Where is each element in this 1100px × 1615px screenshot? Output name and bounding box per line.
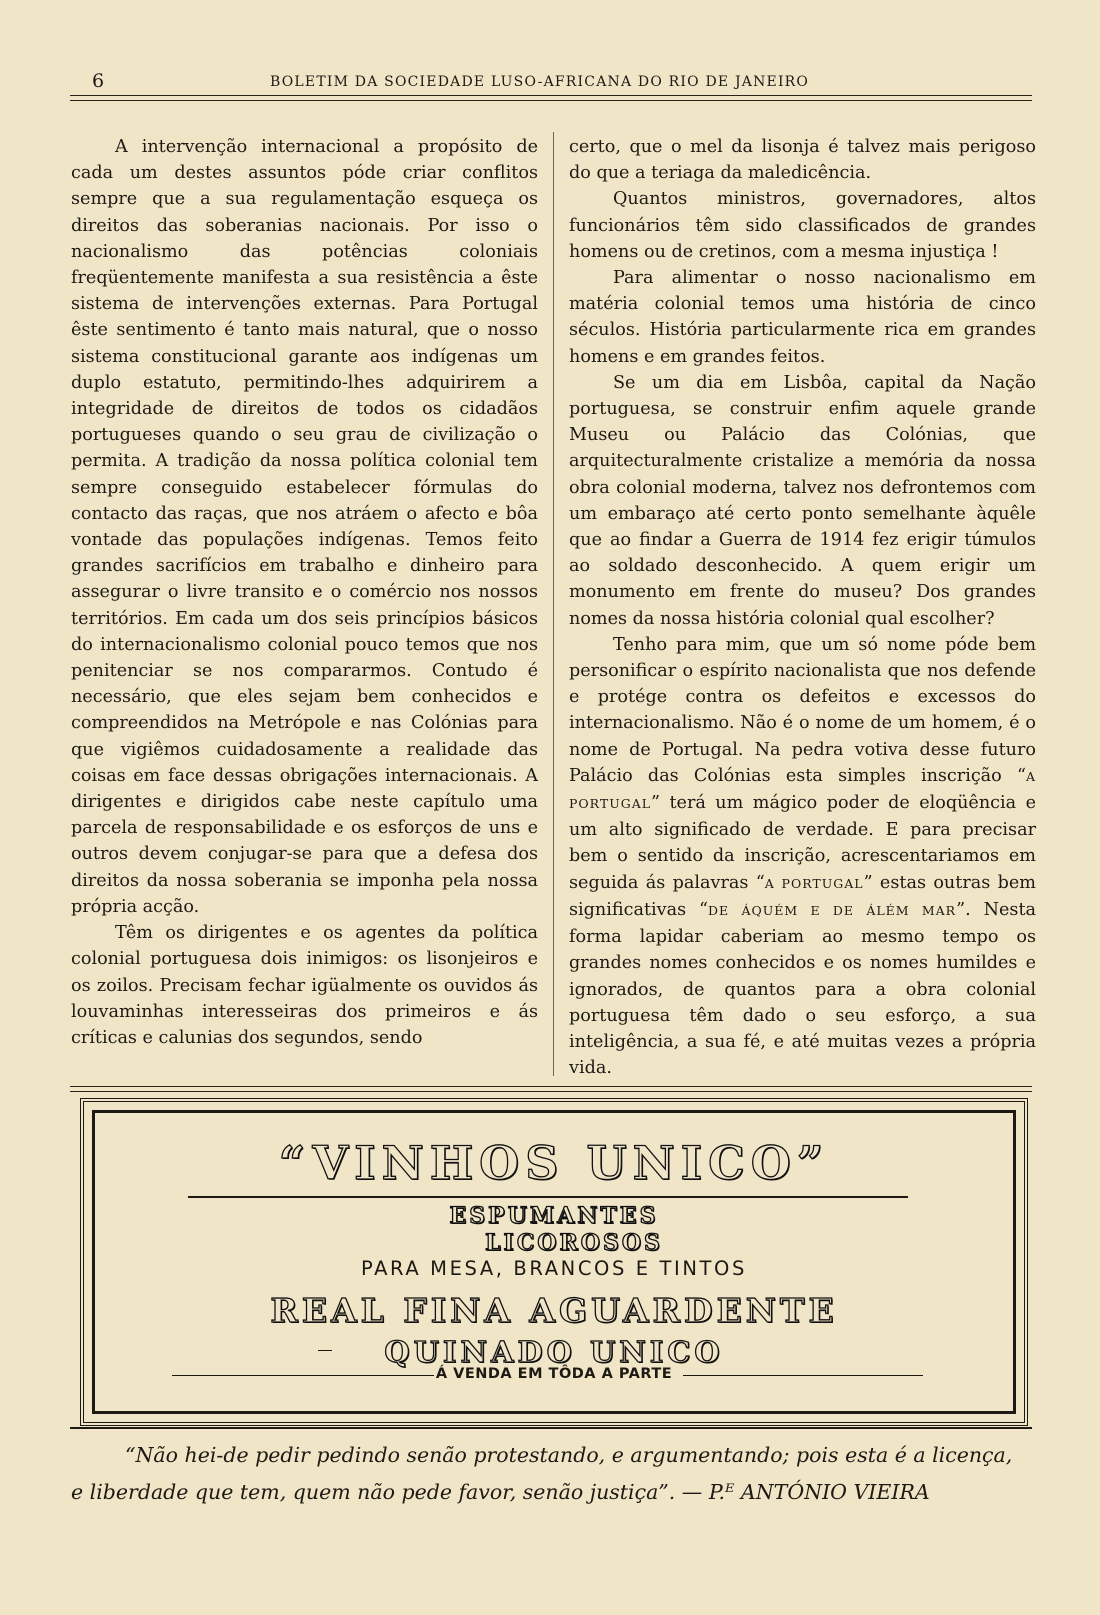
ad-footer-text: Á VENDA EM TÔDA A PARTE [435, 1366, 673, 1382]
ad-line-quinado-unico: QUINADO UNICO [384, 1335, 724, 1369]
quote-line-2: e liberdade que tem, quem não pede favor, senão justiça”. — P.ᴱ ANTÓNIO VIEIRA [71, 1480, 930, 1504]
paragraph: Para alimentar o nosso nacionalismo em matéria colonial temos uma história de cinco séculos. História particularmente rica em grandes homens e em grandes feitos. [569, 268, 1036, 367]
header-rule [70, 95, 1032, 96]
footer-rule-right [683, 1375, 923, 1376]
ad-line-real-fina-aguardente: REAL FINA AGUARDENTE [270, 1291, 838, 1330]
running-title: BOLETIM DA SOCIEDADE LUSO-AFRICANA DO RIO DE JANEIRO [270, 74, 810, 90]
paragraph: A intervenção internacional a propósito de cada um destes assuntos póde criar conflitos sempre que a sua regulamentação esqueça os direitos das soberanias nacionais. Por isso o nacionalismo das potências coloniais freqüentemente manifesta a sua resistência a êste sistema de intervenções externas. Para Portugal êste sentimento é tanto mais natural, que o nosso sistema constitucional garante aos indígenas um duplo estatuto, permitindo-lhes adquirirem a integridade de direitos de todos os cidadãos portugueses quando o seu grau de civilização o permita. A tradição da nossa política colonial tem sempre conseguido estabelecer fórmulas do contacto das raças, que nos atráem o afecto e bôa vontade das populações indígenas. Temos feito grandes sacrifícios em trabalho e dinheiro para assegurar o livre transito e o comércio nos nossos territórios. Em cada um dos seis princípios básicos do internacionalismo colonial pouco temos que nos penitenciar se nos compararmos. Contudo é necessário, que eles sejam bem conhecidos e compreendidos na Metrópole e nas Colónias para que vigiêmos cuidadosamente a realidade das coisas em face dessas obrigações internacionais. A dirigentes e dirigidos cabe neste capítulo uma parcela de responsabilidade e os esforços de uns e outros devem conjugar-se para que a defesa dos direitos da nossa soberania se imponha pela nossa própria acção. [71, 137, 538, 917]
column-divider [553, 132, 554, 1076]
paragraph: Se um dia em Lisbôa, capital da Nação portuguesa, se construir enfim aquele grande Museu ou Palácio das Colónias, que arquitecturalmente cristalize a memória da nossa obra colonial moderna, talvez nos defrontemos com um embaraço até certo ponto semelhante àquêle que ao findar a Guerra de 1914 fez erigir túmulos ao soldado desconhecido. A quem erigir um monumento em frente do museu? Dos grandes nomes da nossa história colonial qual escolher? [569, 372, 1036, 629]
page-number: 6 [92, 70, 105, 92]
header-rule-secondary [70, 100, 1032, 101]
left-column [71, 134, 538, 1051]
paragraph [569, 632, 1036, 1081]
ad-bottom-rule [70, 1427, 1032, 1429]
brand-underline [188, 1196, 908, 1198]
ad-top-rule-secondary [70, 1091, 1032, 1092]
ad-line-licorosos: LICOROSOS [485, 1230, 663, 1256]
text-run: ” terá um mágico poder de eloqüência e um alto significado de verdade. E para precisar bem o sentido da inscrição, acrescentariamos em seguida ás palavras “ [569, 793, 1036, 893]
text-run: Tenho para mim, que um só nome póde bem personificar o espírito nacionalista que nos defende e protége contra os defeitos e excessos do internacionalismo. Não é o nome de um homem, é o nome de Portugal. Na pedra votiva desse futuro Palácio das Colónias esta simples inscrição “ [569, 634, 1036, 786]
text-run: ” estas outras bem significativas “ [569, 872, 1036, 920]
paragraph: Têm os dirigentes e os agentes da política colonial portuguesa dois inimigos: os lisonjeiros e os zoilos. Precisam fechar igüalmente os ouvidos ás louvaminhas interesseiras dos primeiros e ás críticas e calunias dos segundos, sendo [71, 923, 538, 1048]
right-column [569, 134, 1036, 1081]
paragraph: Quantos ministros, governadores, altos funcionários têm sido classificados de grandes homens ou de cretinos, com a mesma injustiça ! [569, 189, 1036, 262]
paragraph: certo, que o mel da lisonja é talvez mais perigoso do que a teriaga da maledicência. [569, 137, 1036, 184]
small-caps-inscription: A PORTUGAL [764, 875, 864, 891]
ad-line-espumantes: ESPUMANTES [449, 1203, 659, 1229]
small-caps-inscription: A PORTUGAL [569, 768, 1036, 812]
small-caps-inscription: DE ÁQUÉM E DE ÁLÉM MAR [708, 902, 957, 918]
text-run: ”. Nesta forma lapidar caberiam ao mesmo tempo os grandes nomes conhecidos e os nomes humildes e ignorados, de quantos para a obra colonial portuguesa têm dado o seu esforço, a sua inteligência, a sua fé, e até muitas vezes a própria vida. [569, 899, 1036, 1079]
quote-line-1: “Não hei-de pedir pedindo senão protestando, e argumentando; pois esta é a licença, [125, 1443, 1013, 1467]
ad-top-rule [70, 1086, 1032, 1087]
ad-line-para-mesa: PARA MESA, BRANCOS E TINTOS [361, 1257, 747, 1280]
ad-brand-name: “VINHOS UNICO” [278, 1136, 830, 1190]
